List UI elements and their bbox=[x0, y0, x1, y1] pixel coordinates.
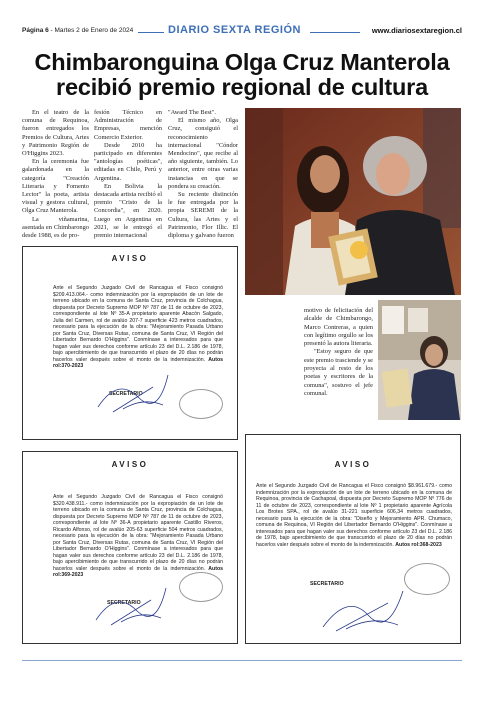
legal-notice-3 bbox=[245, 434, 461, 644]
notice-body bbox=[53, 494, 223, 579]
secretario-label: SECRETARIO bbox=[109, 391, 143, 397]
website-link[interactable]: www.diariosextaregion.cl bbox=[371, 26, 462, 35]
secretario-label: SECRETARIO bbox=[310, 581, 344, 587]
notice-rol: Autos rol:368-2023 bbox=[395, 541, 442, 548]
signature-icon bbox=[318, 585, 408, 635]
notice-title: AVISO bbox=[111, 254, 149, 263]
newspaper-brand: DIARIO SEXTA REGIÓN bbox=[168, 24, 301, 36]
signature-icon bbox=[91, 580, 171, 630]
notice-body bbox=[256, 483, 452, 548]
article-headline bbox=[20, 50, 464, 100]
mayor-meeting-illustration bbox=[378, 300, 461, 420]
page-number: Página 6 bbox=[22, 27, 49, 34]
article-column-3 bbox=[168, 109, 238, 240]
paragraph: En Bolivia la destacada artista recibió el premio "Cristo de la Concordia", en 2020. Luego en Argentina en 2021, se le entregó el premio internacional bbox=[94, 182, 162, 240]
header-rule-left bbox=[138, 32, 164, 33]
notice-rol: Autos rol:370-2023 bbox=[53, 356, 223, 369]
date-text: - Martes 2 de Enero de 2024 bbox=[48, 27, 134, 34]
mayor-meeting-photo bbox=[378, 300, 461, 420]
notice-body bbox=[53, 285, 223, 370]
paragraph: "Estoy seguro de que este premio trasciende y se proyecta al resto de los poetas y escritores de la comuna", sostuvo el jefe comunal. bbox=[304, 348, 373, 397]
secretario-label: SECRETARIO bbox=[107, 600, 141, 606]
headline-line-2: recibió premio regional de cultura bbox=[56, 74, 428, 100]
paragraph: Su reciente distinción le fue entregada por la propia SEREMI de la Cultura, las Artes y el Patrimonio, Flor Illic. El diploma y galvano fueron bbox=[168, 191, 238, 240]
notice-rol: Autos rol:369-2023 bbox=[53, 565, 223, 578]
article-column-1 bbox=[22, 109, 89, 240]
article-continuation bbox=[304, 307, 373, 398]
footer-rule bbox=[22, 660, 462, 661]
paragraph: fesión Técnico en Administración de Empresas, mención Comercio Exterior. bbox=[94, 109, 162, 141]
article-column-2 bbox=[94, 109, 162, 240]
page-date-line bbox=[22, 27, 133, 34]
paragraph: Desde 2010 ha participado en diferentes "antologías poéticas", editadas en Chile, Perú y Argentina. bbox=[94, 141, 162, 182]
paragraph: La viñamarina, asentada en Chimbarongo desde 1988, es de pro- bbox=[22, 215, 89, 240]
paragraph: En el teatro de la comuna de Requinoa, fueron entregados los Premios de Cultura, Artes y Patrimonio Región de O'Higgins 2023. bbox=[22, 109, 89, 158]
court-stamp-icon bbox=[404, 563, 450, 595]
paragraph: "Award The Best". bbox=[168, 109, 216, 116]
legal-notice-2 bbox=[22, 451, 238, 644]
headline-line-1: Chimbaronguina Olga Cruz Manterola bbox=[34, 49, 450, 75]
notice-title: AVISO bbox=[111, 460, 149, 469]
paragraph: motivo de felicitación del alcalde de Chimbarongo, Marco Contreras, a quien con legítimo orgullo se los presentó la autora literaria. bbox=[304, 307, 373, 348]
award-ceremony-illustration bbox=[245, 108, 461, 295]
header-rule-right bbox=[310, 32, 360, 33]
signature-icon bbox=[93, 367, 173, 417]
court-stamp-icon bbox=[179, 389, 223, 419]
notice-text: Ante el Segundo Juzgado Civil de Rancagua el Fisco consignó $320.438.911.- como indemnización por la expropiación de un lote de terreno ubicado en la comuna de Santa Cruz, provincia de Colchagua, dispuesta por Decreto Supremo MOP Nº 787 de 11 de octubre de 2023, correspondiente al lote Nº 36-A propietario aparente Castillo Riveros, Ricardo Alfonso, rol de avalúo 205-63 superficie 504 metros cuadrados, necesario para la ejecución de la obra: "Mejoramiento Pasada Urbano por Santa Cruz, Diversas Rutas, comuna de Santa Cruz, VI Región del Libertador Bernardo O'Higgins". Conmínase a interesados para que hagan valer sus derechos conforme artículo 23 del D.L. 2.186 de 1978, bajo apercibimiento de que transcurrido el plazo de 20 días no podrán hacerlos valer después sobre el monto de la indemnización. bbox=[53, 494, 223, 572]
notice-text: Ante el Segundo Juzgado Civil de Rancagua el Fisco consignó $8.961.679.- como indemnización por la expropiación de un lote de terreno ubicado en la comuna de Requinoa, provincia de Cachapoal, dispuesta por Decreto Supremo MOP Nº 776 de 11 de octubre de 2023, correspondiente al lote Nº 1 propietario aparente Agrícola Los Brotes SPA., rol de avalúo 31-221 superficie 606,34 metros cuadrados, necesario para la ejecución de la obra: "Diseño y Mejoramiento APR. Chumaco, comuna de Requinoa, VI Región del Libertador Bernardo O'Higgins". Conmínase a interesados para que hagan valer sus derechos conforme artículo 23 del D.L. 2.186 de 1978, bajo apercibimiento de que transcurrido el plazo de 20 días no podrán hacerlos valer después sobre el monto de la indemnización. bbox=[256, 483, 452, 548]
paragraph: El mismo año, Olga Cruz, consiguió el reconocimiento internacional "Cóndor Mendocino", que recibe al año siguiente, también. Lo anterior, entre otras varias instancias en que se pondera su creación. bbox=[168, 117, 238, 190]
award-ceremony-photo bbox=[245, 108, 461, 295]
notice-text: Ante el Segundo Juzgado Civil de Rancagua el Fisco consignó $209.413.064.- como indemnización por la expropiación de un lote de terreno ubicado en la comuna de Santa Cruz, provincia de Colchagua, dispuesta por Decreto Supremo MOP Nº 787 de 11 de octubre de 2023, correspondiente al lote Nº 35-A propietario aparente Abacón Salgado, Julia del Carmen, rol de avalúo 207-7 superficie 423 metros cuadrados, necesario para la ejecución de la obra: "Mejoramiento Pasada Urbano por Santa Cruz, Diversas Rutas, comuna de Santa Cruz, VI Región del Libertador Bernardo O'Higgins". Conmínase a interesados para que hagan valer sus derechos conforme artículo 23 del D.L. 2.186 de 1978, bajo apercibimiento de que transcurrido el plazo de 20 días no podrán hacerlos valer después sobre el monto de la indemnización. bbox=[53, 285, 223, 363]
notice-title: AVISO bbox=[334, 460, 372, 469]
page-header bbox=[22, 26, 462, 40]
legal-notice-1 bbox=[22, 246, 238, 440]
court-stamp-icon bbox=[179, 572, 223, 602]
paragraph: En la ceremonia fue galardonada en la categoría "Creación Literaria y Fomento Lector" la poeta, artista visual y gestora cultural, Olga Cruz Manterola. bbox=[22, 158, 89, 215]
